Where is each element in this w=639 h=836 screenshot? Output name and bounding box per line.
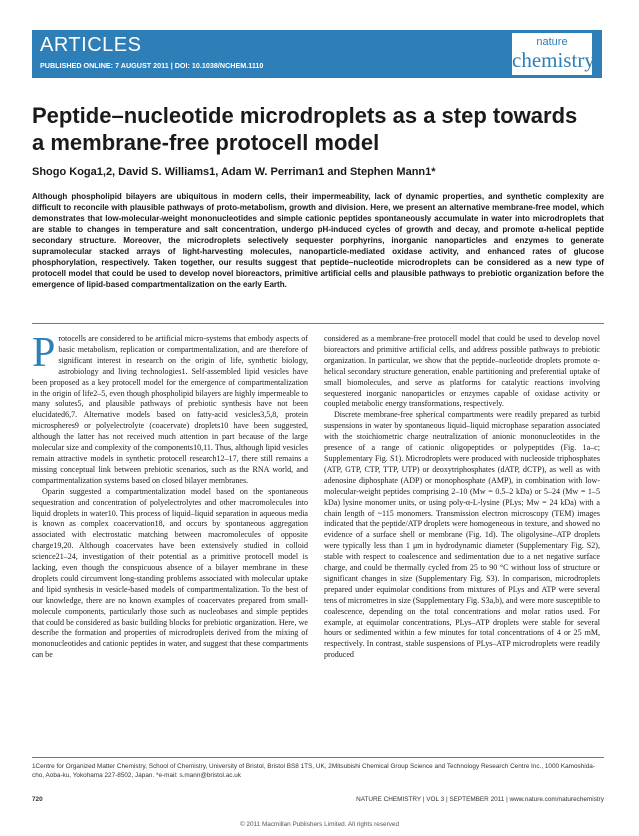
logo-line-2: chemistry	[512, 48, 595, 72]
copyright-notice: © 2011 Macmillan Publishers Limited. All rights reserved	[239, 821, 400, 828]
paragraph: Oparin suggested a compartmentalization model based on the spontaneous sequestration and concentration of polyelectrolytes and other macromolecules into liquid droplets in water10. This process of liquid–liquid separation in aqueous media is known as complex coacervation18, and occurs by spontaneous aggregation associated with electrostatic matching between macromolecules of opposite charge19,20. Although coacervates have been extensively studied in colloid science21–24, investigation of their potential as a primitive protocell model is lacking, even though the conspicuous absence of a bilayer membrane in these droplets could circumvent long-standing problems associated with molecular uptake and lipid synthesis in vesicle-based models of compartmentalization. To the best of our knowledge, there are no known examples of coacervates prepared from small-molecule components, particularly those such as nucleobases and simple peptides that could be considered as basic building blocks for prebiotic organization. Here, we describe the formation and properties of microdroplets derived from the mixing of mononucleotides and cationic peptides in water, and suggest that these compartments can be	[32, 486, 308, 660]
divider	[32, 323, 604, 324]
logo-line-1: nature	[536, 36, 568, 48]
section-label: ARTICLES	[40, 34, 142, 56]
publication-line: PUBLISHED ONLINE: 7 AUGUST 2011 | DOI: 10.1038/NCHEM.1110	[40, 61, 264, 70]
journal-info: NATURE CHEMISTRY | VOL 3 | SEPTEMBER 2011 | www.nature.com/naturechemistry	[356, 796, 604, 803]
article-title: Peptide–nucleotide microdroplets as a step towards a membrane-free protocell model	[32, 103, 578, 155]
paragraph	[32, 330, 308, 487]
body-column-right	[324, 334, 600, 661]
paragraph: considered as a membrane-free protocell model that could be used to develop novel bioreactors and primitive artificial cells, and address possible pathways to prebiotic organization. In particular, we show that the peptide–nucleotide droplets promote α-helical secondary structure generation, enable partitioning and preferential uptake of small biomolecules, and serve as platforms for catalytic reactions involving sequestered inorganic nanoparticles or enzymes capable of oxidase activity or coupled metabolic energy transformations, respectively.	[324, 334, 600, 409]
paragraph-text: rotocells are considered to be artificial micro-systems that embody aspects of basic metabolism, replication or compartmentalization, and are therefore of significant interest in research on the origin of life, synthetic biology, astrobiology and living technologies1. Self-assembled lipid vesicles have been proposed as a key protocell model for the emergence of compartmentalization in the origin of life2–5, even though phospholipid bilayers are highly impermeable to many solutes5, and plausible pathways of prebiotic synthesis have not been elucidated6,7. Alternative models based on fatty-acid vesicles3,5,8, protein microspheres9 or polyelectrolyte (coacervate) droplets10 have been suggested, although the latter has not received much attention in part because of the large molecular size and complexity of the components10,11. Thus, although lipid vesicles remain attractive models in synthetic protocell research12–17, there still remains a missing conceptual link between prebiotic scenarios, such as the RNA world, and compartmentalization systems based on closed bilayer membranes.	[32, 334, 308, 485]
affiliations-footnote: 1Centre for Organized Matter Chemistry, School of Chemistry, University of Bristol, Bristol BS8 1TS, UK, 2Mitsubishi Chemical Group Science and Technology Research Centre Inc., 1000 Kamoshida-cho, Aoba-ku, Yokohama 227-8502, Japan. *e-mail: s.mann@bristol.ac.uk	[32, 763, 595, 779]
page-footer	[32, 796, 604, 803]
journal-logo	[512, 33, 595, 75]
divider	[32, 757, 604, 758]
page-number: 720	[32, 796, 43, 803]
drop-cap: P	[32, 330, 56, 376]
section-header	[32, 30, 602, 78]
body-column-left	[32, 330, 308, 661]
abstract: Although phospholipid bilayers are ubiquitous in modern cells, their impermeability, lack of dynamic properties, and synthetic complexity are difficult to reconcile with plausible pathways of proto-metabolism, growth and division. Here, we present an alternative membrane-free model, which demonstrates that low-molecular-weight mononucleotides and simple cationic peptides spontaneously accumulate in water into microdroplets that are stable to changes in temperature and salt concentration, undergo pH-induced cycles of growth and decay, and promote α-helical peptide secondary structure. Moreover, the microdroplets selectively sequester porphyrins, inorganic nanoparticles and enzymes to generate supramolecular stacked arrays of light-harvesting molecules, nanoparticle-mediated oxidase activity, and enhanced rates of glucose phosphorylation, respectively. Taken together, our results suggest that peptide–nucleotide microdroplets can be considered as a new type of protocell model that could be used to develop novel bioreactors, primitive artificial cells and plausible pathways to prebiotic organization before the emergence of lipid-based compartmentalization on the early Earth.	[32, 192, 604, 289]
author-list: Shogo Koga1,2, David S. Williams1, Adam W. Perriman1 and Stephen Mann1*	[32, 166, 436, 178]
paragraph: Discrete membrane-free spherical compartments were readily prepared as turbid suspensions in water by spontaneous liquid–liquid microphase separation associated with the stoichiometric charge neutralization of anionic mononucleotides in the presence of a range of cationic oligopeptides or polypeptides (Fig. 1a–c; Supplementary Fig. S1). Microdroplets were produced with nucleoside triphosphates (ATP, GTP, CTP, TTP, UTP) or deoxytriphosphates (dATP, dCTP), as well as with adenosine diphosphate (ADP) or monophosphate (AMP), in combination with low-molecular-weight peptides comprising 2–10 (Mw = 0.5–2 kDa) or 5–24 (Mw = 1–5 kDa) lysine monomer units, or using poly-α-L-lysine (PLys; Mw = 24 kDa) with a chain length of ~115 monomers. Transmission electron microscopy (TEM) images indicated that the peptide/ATP droplets were homogeneous in texture, and showed no evidence of a surface shell or membrane (Fig. 1d). The oligolysine–ATP droplets were typically less than 1 μm in hydrodynamic diameter (Supplementary Fig. S2), stable with respect to coalescence and sedimentation due to a net negative surface charge, and could be thermally cycled from 25 to 90 °C without loss of structure or significant changes in size (Supplementary Fig. S3). In comparison, microdroplets prepared under equimolar conditions from mixtures of PLys and ATP were several tens of micrometres in size (Supplementary Fig. S3a,b), and were more susceptible to coalescence, depending on the total concentrations and molar ratios used. For example, at equimolar concentrations, PLys–ATP droplets were stable for several hours or sedimented within a few minutes for total concentrations of 4 or 25 mM, respectively. In contrast, stable suspensions of PLys–ATP microdroplets were readily produced	[324, 410, 600, 660]
